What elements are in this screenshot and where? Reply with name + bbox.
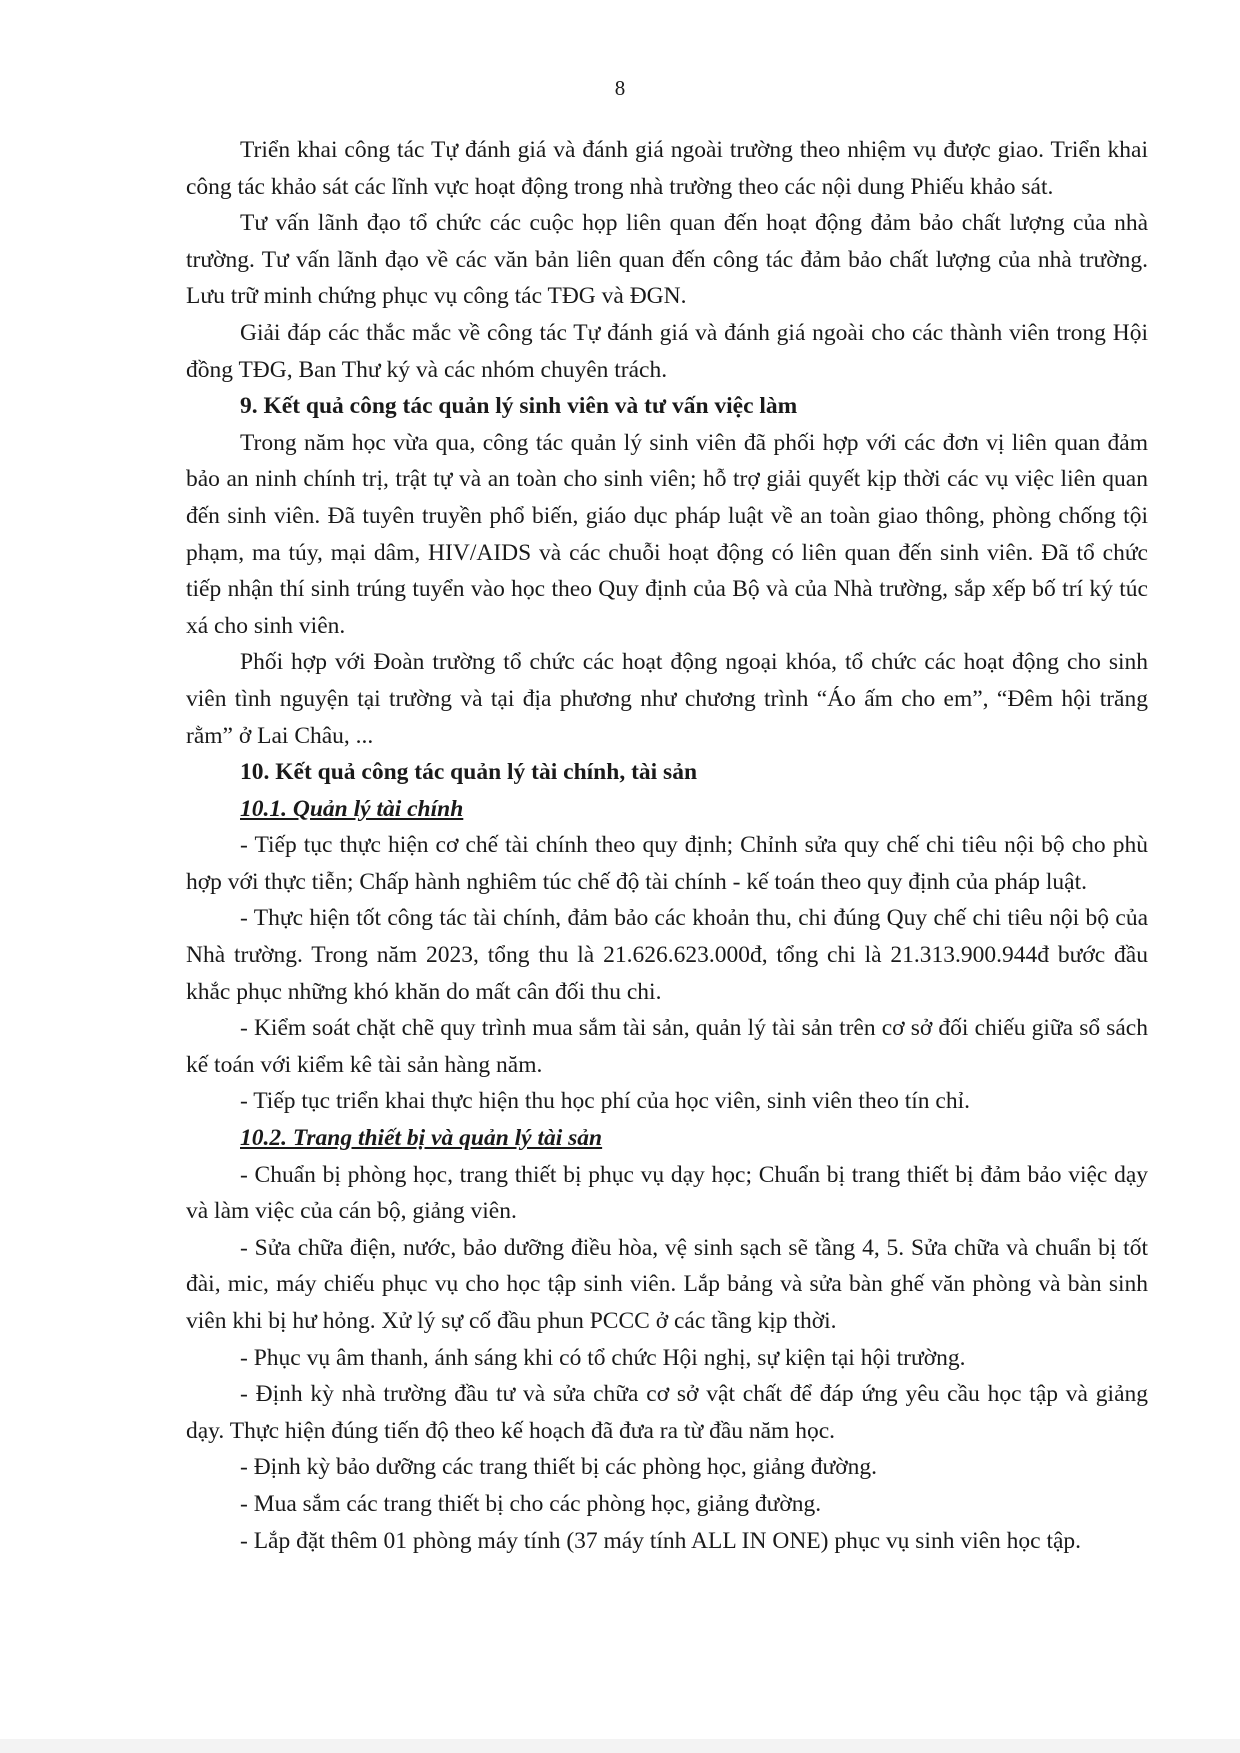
paragraph-student-management: Trong năm học vừa qua, công tác quản lý sinh viên đã phối hợp với các đơn vị liên quan đảm bảo an ninh chính trị, trật tự và an toàn cho sinh viên; hỗ trợ giải quyết kịp thời các vụ việc liên quan đến sinh viên. Đã tuyên truyền phổ biến, giáo dục pháp luật về an toàn giao thông, phòng chống tội phạm, ma túy, mại dâm, HIV/AIDS và các chuỗi hoạt động có liên quan đến sinh viên. Đã tổ chức tiếp nhận thí sinh trúng tuyển vào học theo Quy định của Bộ và của Nhà trường, sắp xếp bố trí ký túc xá cho sinh viên.	[186, 429, 1148, 639]
bullet-maintenance: - Định kỳ bảo dưỡng các trang thiết bị các phòng học, giảng đường.	[240, 1454, 878, 1481]
bullet-repairs: - Sửa chữa điện, nước, bảo dưỡng điều hòa, vệ sinh sạch sẽ tầng 4, 5. Sửa chữa và chuẩn bị tốt đài, mic, máy chiếu phục vụ cho học tập sinh viên. Lắp bảng và sửa bàn ghế văn phòng và bàn sinh viên khi bị hư hỏng. Xử lý sự cố đầu phun PCCC ở các tầng kịp thời.	[186, 1234, 1148, 1334]
bullet-finance-revenue: - Thực hiện tốt công tác tài chính, đảm bảo các khoản thu, chi đúng Quy chế chi tiêu nội bộ của Nhà trường. Trong năm 2023, tổng thu là 21.626.623.000đ, tổng chi là 21.313.900.944đ bước đầu khắc phục những khó khăn do mất cân đối thu chi.	[186, 905, 1148, 1005]
bullet-tuition: - Tiếp tục triển khai thực hiện thu học phí của học viên, sinh viên theo tín chỉ.	[240, 1088, 971, 1115]
section-heading-10: 10. Kết quả công tác quản lý tài chính, tài sản	[240, 759, 698, 786]
document-body	[186, 132, 1148, 1559]
subsection-heading-10-2	[186, 1120, 1148, 1157]
section-heading-9: 9. Kết quả công tác quản lý sinh viên và tư vấn việc làm	[240, 393, 798, 420]
subsection-title-10-1: 10.1. Quản lý tài chính	[240, 795, 464, 822]
bullet-purchasing: - Mua sắm các trang thiết bị cho các phòng học, giảng đường.	[240, 1490, 822, 1517]
subsection-heading-10-1	[186, 791, 1148, 828]
paragraph-qa-answers: Giải đáp các thắc mắc về công tác Tự đánh giá và đánh giá ngoài cho các thành viên trong Hội đồng TĐG, Ban Thư ký và các nhóm chuyên trách.	[186, 319, 1148, 383]
paragraph-quality-advice: Tư vấn lãnh đạo tổ chức các cuộc họp liên quan đến hoạt động đảm bảo chất lượng của nhà trường. Tư vấn lãnh đạo về các văn bản liên quan đến công tác đảm bảo chất lượng của nhà trường. Lưu trữ minh chứng phục vụ công tác TĐG và ĐGN.	[186, 210, 1148, 310]
bullet-classrooms: - Chuẩn bị phòng học, trang thiết bị phục vụ dạy học; Chuẩn bị trang thiết bị đảm bảo việc dạy và làm việc của cán bộ, giảng viên.	[186, 1161, 1148, 1225]
subsection-title-10-2: 10.2. Trang thiết bị và quản lý tài sản	[240, 1125, 603, 1152]
page-number: 8	[614, 76, 626, 100]
paragraph-self-assessment: Triển khai công tác Tự đánh giá và đánh giá ngoài trường theo nhiệm vụ được giao. Triển khai công tác khảo sát các lĩnh vực hoạt động trong nhà trường theo các nội dung Phiếu khảo sát.	[186, 137, 1148, 200]
bullet-finance-mechanism: - Tiếp tục thực hiện cơ chế tài chính theo quy định; Chỉnh sửa quy chế chi tiêu nội bộ cho phù hợp với thực tiễn; Chấp hành nghiêm túc chế độ tài chính - kế toán theo quy định của pháp luật.	[186, 832, 1148, 895]
bullet-audio-lighting: - Phục vụ âm thanh, ánh sáng khi có tổ chức Hội nghị, sự kiện tại hội trường.	[240, 1344, 966, 1371]
bullet-asset-control: - Kiểm soát chặt chẽ quy trình mua sắm tài sản, quản lý tài sản trên cơ sở đối chiếu giữa sổ sách kế toán với kiểm kê tài sản hàng năm.	[186, 1015, 1148, 1078]
bullet-investment: - Định kỳ nhà trường đầu tư và sửa chữa cơ sở vật chất để đáp ứng yêu cầu học tập và giảng dạy. Thực hiện đúng tiến độ theo kế hoạch đã đưa ra từ đầu năm học.	[186, 1381, 1148, 1444]
bullet-computer-room: - Lắp đặt thêm 01 phòng máy tính (37 máy tính ALL IN ONE) phục vụ sinh viên học tập.	[240, 1527, 1082, 1554]
scan-bottom-edge	[0, 1739, 1240, 1753]
paragraph-youth-union: Phối hợp với Đoàn trường tổ chức các hoạt động ngoại khóa, tổ chức các hoạt động cho sinh viên tình nguyện tại trường và tại địa phương như chương trình “Áo ấm cho em”, “Đêm hội trăng rằm” ở Lai Châu, ...	[186, 649, 1148, 749]
